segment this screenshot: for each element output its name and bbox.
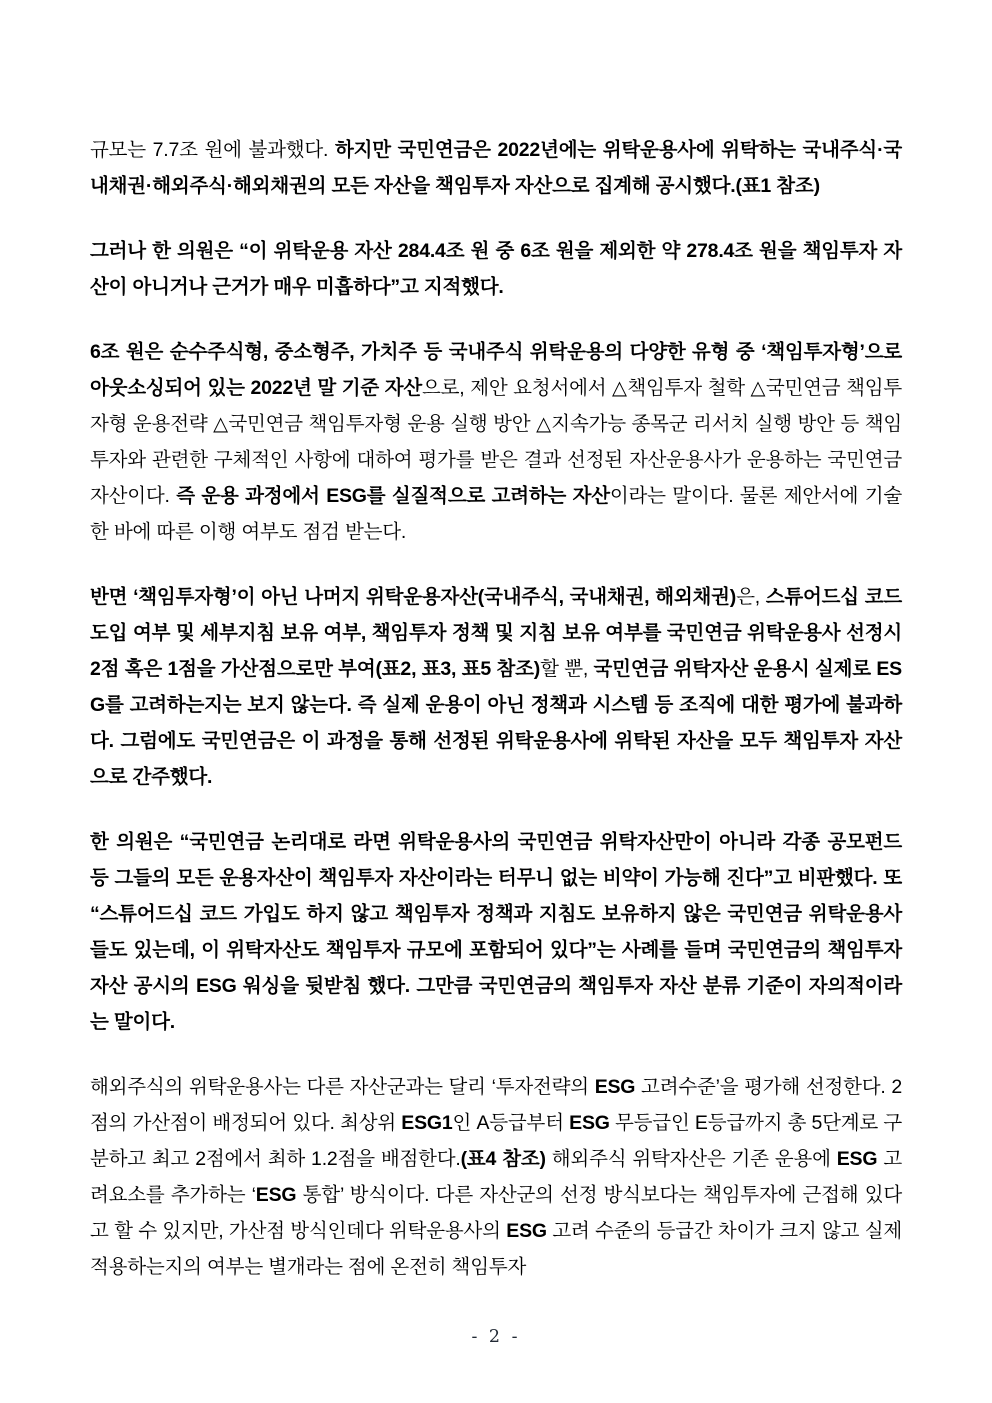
page-number: - 2 -	[471, 1327, 521, 1347]
text-run: ESG	[506, 1220, 547, 1242]
text-run: 그러나 한 의원은 “이 위탁운용 자산 284.4조 원 중 6조 원을 제외한 약 278.4조 원을 책임투자 자산이 아니거나 근거가 매우 미흡하다”고 지적했다.	[90, 240, 902, 298]
text-run: ESG	[594, 1076, 636, 1098]
text-run: 으로, 제안 요청서에서 △책임투자 철학 △국민연금 책임투자형 운용전략 △국민연금 책임투자형 운용 실행 방안 △지속가능 종목군 리서치 실행 방안 등 책임투자와 관련한 구체적인 사항에 대하여 평가를 받은 결과 선정된 자산운용사가 운용하는 국민연금 자산이다.	[90, 377, 902, 507]
text-run: 6조 원은 순수주식형, 중소형주, 가치주 등 국내주식 위탁운용의 다양한 유형 중 ‘책임투자형’으로 아웃소싱되어 있는 2022년 말 기준 자산	[90, 341, 902, 399]
text-run: 할 뿐,	[540, 658, 589, 680]
text-run: 고려수준’을 평가해 선정한다. 2점의 가산점이 배정되어 있다. 최상위	[90, 1076, 902, 1134]
text-run: 고려 수준의 등급간 차이가 크지 않고 실제 적용하는지의 여부는 별개라는 점에 온전히 책임투자	[90, 1220, 902, 1278]
text-run: 스튜어드십 코드 도입 여부 및 세부지침 보유 여부, 책임투자 정책 및 지침 보유 여부를 국민연금 위탁운용사 선정시 2점 혹은 1점을 가산점으로만 부여(표2, 표3, 표5 참조)	[90, 586, 902, 680]
text-run: ESG	[569, 1112, 610, 1134]
text-run: 이라는 말이다. 물론 제안서에 기술한 바에 따른 이행 여부도 점검 받는다.	[90, 485, 903, 543]
text-run: 즉 운용 과정에서 ESG를 실질적으로 고려하는 자산	[176, 485, 610, 507]
paragraph	[90, 334, 902, 550]
text-run: 한 의원은 “국민연금 논리대로 라면 위탁운용사의 국민연금 위탁자산만이 아니라 각종 공모펀드 등 그들의 모든 운용자산이 책임투자 자산이라는 터무니 없는 비약이 가능해 진다”고 비판했다. 또 “스튜어드십 코드 가입도 하지 않고 책임투자 정책과 지침도 보유하지 않은 국민연금 위탁운용사들도 있는데, 이 위탁자산도 책임투자 규모에 포함되어 있다”는 사례를 들며 국민연금의 책임투자 자산 공시의 ESG 워싱을 뒷받침 했다. 그만큼 국민연금의 책임투자 자산 분류 기준이 자의적이라는 말이다.	[90, 831, 902, 1033]
text-run: 고려요소를 추가하는 ‘	[90, 1148, 902, 1206]
text-run: ESG	[836, 1148, 878, 1170]
page-footer	[0, 1327, 992, 1347]
text-run: 해외주식 위탁자산은 기존 운용에	[545, 1148, 837, 1170]
text-run: 국민연금 위탁자산 운용시 실제로 ESG를 고려하는지는 보지 않는다. 즉 실제 운용이 아닌 정책과 시스템 등 조직에 대한 평가에 불과하다. 그럼에도 국민연금은 이 과정을 통해 선정된 위탁운용사에 위탁된 자산을 모두 책임투자 자산으로 간주했다.	[90, 658, 902, 788]
paragraph	[90, 824, 902, 1040]
text-run: (표4 참조)	[460, 1148, 546, 1170]
text-run: 인 A등급부터	[452, 1112, 570, 1134]
text-run: 은,	[736, 586, 760, 608]
paragraph	[90, 1069, 902, 1285]
text-run: 반면 ‘책임투자형’이 아닌 나머지 위탁운용자산(국내주식, 국내채권, 해외채권)	[90, 586, 737, 608]
text-run: 규모는 7.7조 원에 불과했다.	[90, 139, 335, 161]
paragraph	[90, 579, 902, 795]
paragraph	[90, 132, 902, 204]
text-run: 무등급인 E등급까지 총 5단계로 구분하고 최고 2점에서 최하 1.2점을 배점한다.	[90, 1112, 902, 1170]
text-run: ESG1	[401, 1112, 453, 1134]
paragraph	[90, 233, 902, 305]
text-run: 해외주식의 위탁운용사는 다른 자산군과는 달리 ‘투자전략의	[90, 1076, 595, 1098]
text-run: ESG	[255, 1184, 297, 1206]
document-body	[90, 132, 902, 1285]
text-run: 통합’ 방식이다. 다른 자산군의 선정 방식보다는 책임투자에 근접해 있다고 할 수 있지만, 가산점 방식인데다 위탁운용사의	[90, 1184, 902, 1242]
text-run: 하지만 국민연금은 2022년에는 위탁운용사에 위탁하는 국내주식·국내채권·해외주식·해외채권의 모든 자산을 책임투자 자산으로 집계해 공시했다.(표1 참조)	[90, 139, 902, 197]
